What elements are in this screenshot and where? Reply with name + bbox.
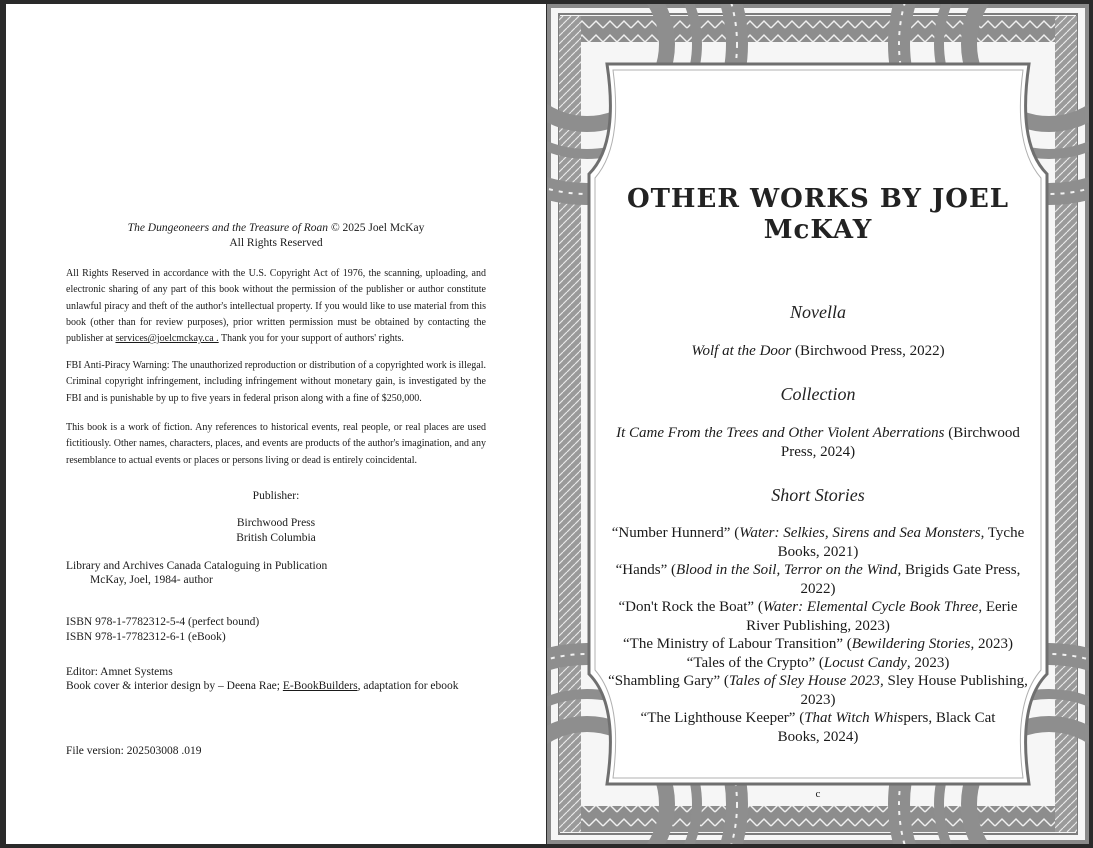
all-rights-reserved: All Rights Reserved xyxy=(229,237,323,249)
editor-credit: Editor: Amnet Systems xyxy=(66,666,173,678)
book-title: The Dungeoneers and the Treasure of Roan xyxy=(127,222,329,234)
section-heading-collection: Collection xyxy=(780,384,856,404)
isbn-print: ISBN 978-1-7782312-5-4 (perfect bound) xyxy=(66,616,260,628)
story-entry: “Don't Rock the Boat” (Water: Elemental Cycle Book Three, Eerie River Publishing, 2023) xyxy=(618,599,1018,634)
file-version: File version: 202503008 .019 xyxy=(66,745,202,757)
novella-entry: Wolf at the Door (Birchwood Press, 2022) xyxy=(691,343,945,359)
section-heading-short-stories: Short Stories xyxy=(771,485,865,505)
title-line xyxy=(76,221,476,236)
publisher-location: British Columbia xyxy=(236,532,316,544)
page-number: c xyxy=(815,788,821,800)
publisher-email-link[interactable]: services@joelcmckay.ca . xyxy=(115,333,219,345)
copyright-notice: © 2025 Joel McKay xyxy=(330,222,425,234)
story-entry: “Shambling Gary” (Tales of Sley House 2023, Sley House Publishing, 2023) xyxy=(608,673,1028,708)
ebookbuilders-link[interactable]: E-BookBuilders xyxy=(282,680,358,692)
story-entry: “The Lighthouse Keeper” (That Witch Whispers, Black Cat Books, 2024) xyxy=(640,710,996,745)
publisher-name: Birchwood Press xyxy=(236,517,316,529)
other-works-page xyxy=(547,4,1089,844)
rights-paragraph: All Rights Reserved in accordance with the U.S. Copyright Act of 1976, the scanning, uploading, and electronic sharing of any part of this book without the permission of the publisher or author constitute unlawful piracy and theft of the author's intellectual property. If you would like to use material from this book (other than for review purposes), prior written permission must be obtained by contacting the publisher at services@joelcmckay.ca . Thank you for your support of authors' rights. xyxy=(66,268,486,345)
copyright-page xyxy=(6,4,546,844)
design-credit: Book cover & interior design by – Deena Rae; E-BookBuilders, adaptation for ebook xyxy=(66,680,459,692)
publisher-label: Publisher: xyxy=(252,490,300,502)
fiction-disclaimer-paragraph: This book is a work of fiction. Any references to historical events, real people, or real places are used fictitiously. Other names, characters, places, and events are products of the author's imagination, and any resemblance to actual events or places or persons living or dead is entirely coincidental. xyxy=(66,422,486,466)
collection-entry: It Came From the Trees and Other Violent Aberrations (Birchwood Press, 2024) xyxy=(616,425,1020,460)
page-title: OTHER WORKS BY JOEL McKAY xyxy=(626,184,1010,245)
story-entry: “Number Hunnerd” (Water: Selkies, Sirens and Sea Monsters, Tyche Books, 2021) xyxy=(611,525,1025,560)
isbn-ebook: ISBN 978-1-7782312-6-1 (eBook) xyxy=(66,631,226,643)
author-entry: McKay, Joel, 1984- author xyxy=(90,574,213,586)
story-entry: “The Ministry of Labour Transition” (Bewildering Stories, 2023) xyxy=(623,636,1013,652)
story-entry: “Hands” (Blood in the Soil, Terror on the Wind, Brigids Gate Press, 2022) xyxy=(615,562,1021,597)
cataloguing-heading: Library and Archives Canada Cataloguing in Publication xyxy=(66,560,328,572)
story-entry: “Tales of the Crypto” (Locust Candy, 2023) xyxy=(686,655,950,671)
fbi-warning-paragraph: FBI Anti-Piracy Warning: The unauthorized reproduction or distribution of a copyrighted work is illegal. Criminal copyright infringement, including infringement without monetary gain, is investigated by the FBI and is punishable by up to five years in federal prison along with a fine of $250,000. xyxy=(66,360,486,404)
section-heading-novella: Novella xyxy=(790,302,846,322)
